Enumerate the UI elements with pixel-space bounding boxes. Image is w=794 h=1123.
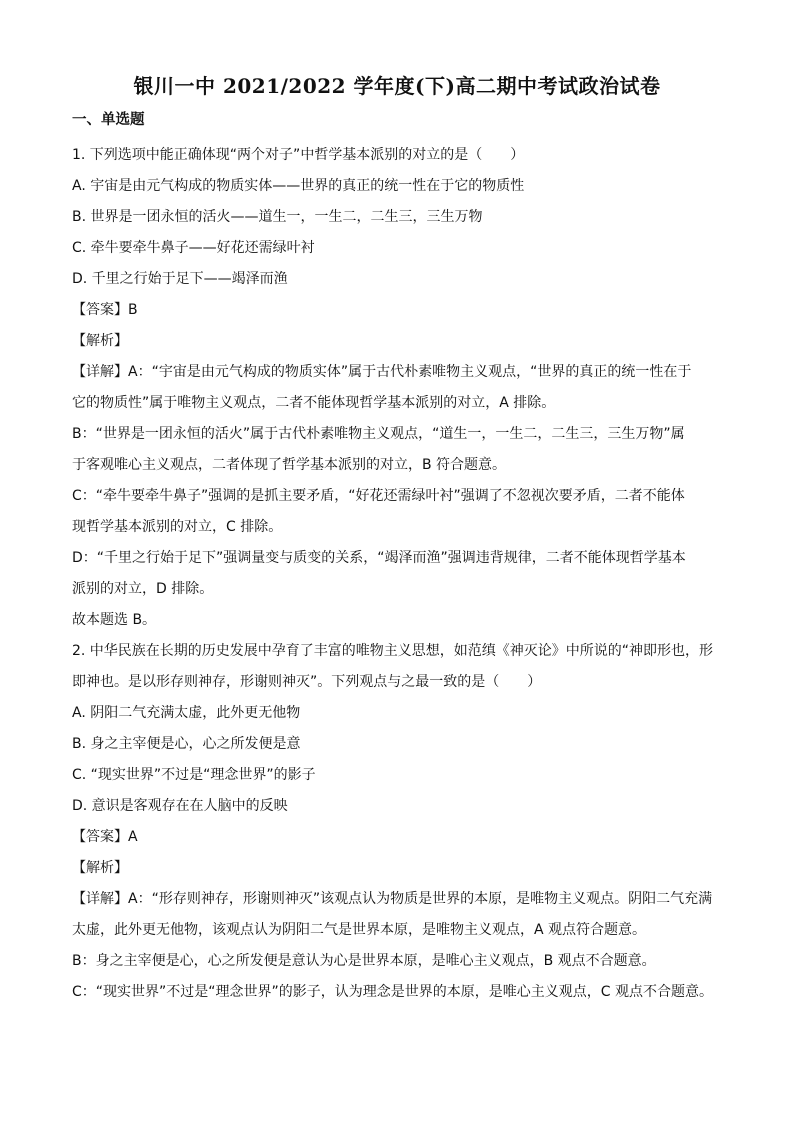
q2-stem-line: 即神也。是以形存则神存，形谢则神灭”。下列观点与之最一致的是（ ）	[72, 674, 542, 690]
q1-option-d: D. 千里之行始于足下——竭泽而渔	[72, 271, 288, 287]
q2-option-a: A. 阴阳二气充满太虚，此外更无他物	[72, 705, 301, 721]
q2-stem-line: 2. 中华民族在长期的历史发展中孕育了丰富的唯物主义思想，如范缜《神灭论》中所说的“神即形也，形	[72, 643, 714, 659]
q1-option-b: B. 世界是一团永恒的活火——道生一，一生二，二生三，三生万物	[72, 209, 483, 225]
section-heading: 一、单选题	[72, 112, 145, 128]
question-content	[72, 140, 722, 1008]
q2-option-c: C. “现实世界”不过是“理念世界”的影子	[72, 767, 316, 783]
q1-detail-line: 现哲学基本派别的对立，C 排除。	[72, 519, 283, 535]
q1-analysis-label: 【解析】	[72, 333, 128, 349]
q2-answer: 【答案】A	[72, 829, 138, 845]
q1-detail-line: C：“牵牛要牵牛鼻子”强调的是抓主要矛盾，“好花还需绿叶衬”强调了不忽视次要矛盾，二者不能体	[72, 488, 685, 504]
q1-answer: 【答案】B	[72, 302, 138, 318]
q2-detail-line: B：身之主宰便是心，心之所发便是意认为心是世界本原，是唯心主义观点，B 观点不合题意。	[72, 953, 656, 969]
q2-detail-line: 【详解】A：“形存则神存，形谢则神灭”该观点认为物质是世界的本原，是唯物主义观点。阴阳二气充满	[72, 891, 713, 907]
q1-option-c: C. 牵牛要牵牛鼻子——好花还需绿叶衬	[72, 240, 315, 256]
q1-detail-line: 于客观唯心主义观点，二者体现了哲学基本派别的对立，B 符合题意。	[72, 457, 507, 473]
q1-detail-line: 派别的对立，D 排除。	[72, 581, 214, 597]
q2-detail-line: 太虚，此外更无他物，该观点认为阴阳二气是世界本原，是唯物主义观点，A 观点符合题意。	[72, 922, 647, 938]
q1-detail-line: B：“世界是一团永恒的活火”属于古代朴素唯物主义观点，“道生一，一生二，二生三，三生万物”属	[72, 426, 685, 442]
q1-stem: 1. 下列选项中能正确体现“两个对子”中哲学基本派别的对立的是（ ）	[72, 147, 525, 163]
q2-option-b: B. 身之主宰便是心，心之所发便是意	[72, 736, 301, 752]
q1-detail-line: 它的物质性”属于唯物主义观点，二者不能体现哲学基本派别的对立，A 排除。	[72, 395, 556, 411]
q2-detail-line: C：“现实世界”不过是“理念世界”的影子，认为理念是世界的本原，是唯心主义观点，C 观点不合题意。	[72, 984, 714, 1000]
q1-option-a: A. 宇宙是由元气构成的物质实体——世界的真正的统一性在于它的物质性	[72, 178, 525, 194]
page-title: 银川一中 2021/2022 学年度(下)高二期中考试政治试卷	[133, 74, 661, 98]
q2-option-d: D. 意识是客观存在在人脑中的反映	[72, 798, 288, 814]
q1-detail-line: 故本题选 B。	[72, 612, 157, 628]
q2-analysis-label: 【解析】	[72, 860, 128, 876]
q1-detail-line: D：“千里之行始于足下”强调量变与质变的关系，“竭泽而渔”强调违背规律，二者不能体现哲学基本	[72, 550, 686, 566]
q1-detail-line: 【详解】A：“宇宙是由元气构成的物质实体”属于古代朴素唯物主义观点，“世界的真正的统一性在于	[72, 364, 692, 380]
